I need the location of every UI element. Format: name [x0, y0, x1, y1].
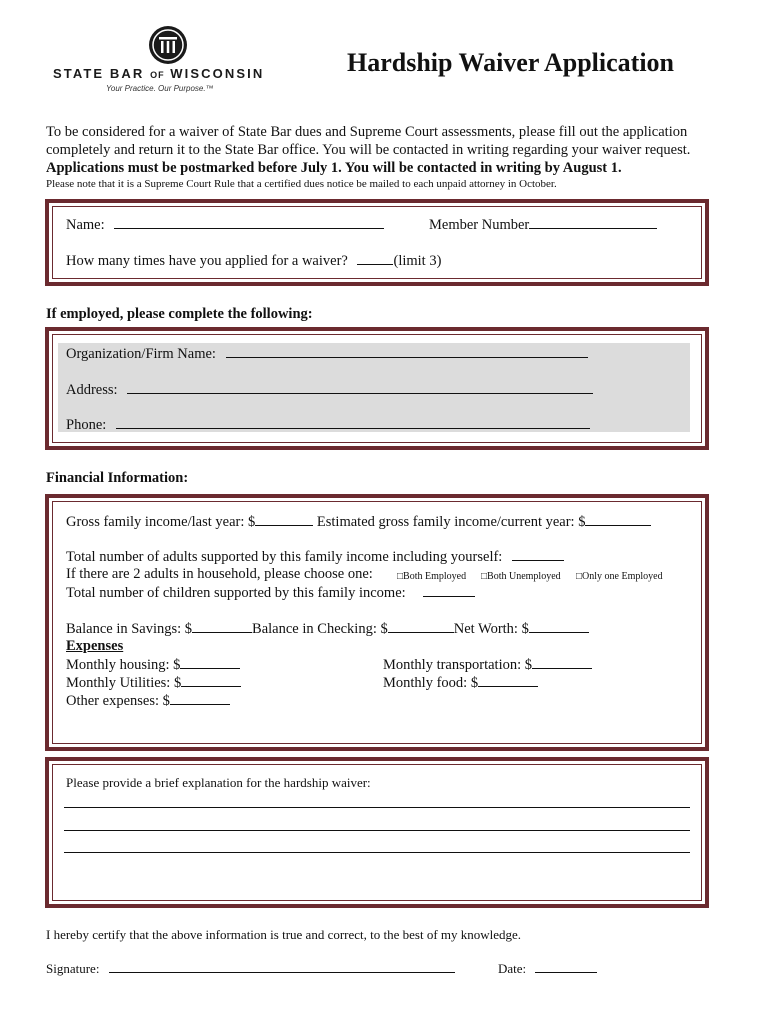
gross-current-field[interactable]	[585, 513, 651, 526]
financial-heading: Financial Information:	[46, 470, 189, 486]
balances-row	[66, 620, 589, 638]
gross-current-label: Estimated gross family income/current year:	[316, 514, 575, 530]
dollar-sign: $	[184, 621, 193, 637]
intro-note: Please note that it is a Supreme Court Rule that a certified dues notice be mailed to each unpaid attorney in October.	[46, 178, 557, 190]
intro-deadline: Applications must be postmarked before July 1. You will be contacted in writing by August 1.	[46, 160, 622, 176]
name-label: Name:	[66, 217, 105, 233]
signature-field[interactable]	[109, 960, 455, 973]
utilities-row	[66, 674, 241, 692]
both-unemployed-checkbox[interactable]: □Both Unemployed	[481, 571, 561, 582]
other-expenses-row	[66, 692, 230, 710]
savings-field[interactable]	[192, 620, 252, 633]
transportation-label: Monthly transportation:	[383, 657, 522, 673]
children-field[interactable]	[423, 584, 475, 597]
adults-row	[66, 548, 564, 566]
children-row	[66, 584, 475, 602]
org-name	[53, 66, 264, 81]
member-number-row	[429, 216, 657, 234]
dollar-sign: $	[173, 675, 182, 691]
certification-statement: I hereby certify that the above information is true and correct, to the best of my knowledge.	[46, 927, 522, 942]
org-row	[66, 345, 588, 363]
date-field[interactable]	[535, 960, 597, 973]
food-row	[383, 674, 538, 692]
dollar-sign: $	[578, 514, 586, 530]
transportation-field[interactable]	[532, 656, 592, 669]
state-bar-logo-icon	[149, 26, 187, 64]
dollar-sign: $	[248, 514, 256, 530]
transportation-row	[383, 656, 592, 674]
dollar-sign: $	[173, 657, 181, 673]
housing-row	[66, 656, 240, 674]
name-field[interactable]	[114, 216, 384, 229]
food-label: Monthly food:	[383, 675, 468, 691]
adults-field[interactable]	[512, 548, 564, 561]
children-label: Total number of children supported by this family income:	[66, 585, 406, 601]
two-adults-label: If there are 2 adults in household, please choose one:	[66, 566, 373, 582]
networth-field[interactable]	[529, 620, 589, 633]
other-label: Other expenses:	[66, 693, 160, 709]
utilities-label: Monthly Utilities:	[66, 675, 171, 691]
gross-last-label: Gross family income/last year:	[66, 514, 245, 530]
gross-income-row	[66, 513, 651, 531]
org-label: Organization/Firm Name:	[66, 346, 216, 362]
applied-row	[66, 252, 441, 270]
food-field[interactable]	[478, 674, 538, 687]
address-label: Address:	[66, 382, 118, 398]
savings-label: Balance in Savings:	[66, 621, 182, 637]
phone-field[interactable]	[116, 416, 590, 429]
two-adults-row	[66, 566, 373, 583]
expenses-heading: Expenses	[66, 638, 124, 654]
signature-label: Signature:	[46, 961, 100, 976]
applied-label: How many times have you applied for a waiver?	[66, 253, 348, 269]
explanation-prompt: Please provide a brief explanation for the hardship waiver:	[66, 775, 371, 790]
date-label: Date:	[498, 961, 527, 976]
name-row	[66, 216, 384, 234]
date-row	[498, 960, 597, 977]
dollar-sign: $	[470, 675, 479, 691]
phone-row	[66, 416, 590, 434]
dollar-sign: $	[521, 621, 529, 637]
dollar-sign: $	[380, 621, 388, 637]
limit-label: (limit 3)	[393, 253, 442, 269]
dollar-sign: $	[162, 693, 170, 709]
one-employed-checkbox[interactable]: □Only one Employed	[576, 571, 663, 582]
adults-label: Total number of adults supported by this family income including yourself:	[66, 549, 503, 565]
housing-field[interactable]	[180, 656, 240, 669]
utilities-field[interactable]	[181, 674, 241, 687]
org-name-of: OF	[150, 70, 165, 80]
housing-label: Monthly housing:	[66, 657, 170, 673]
intro-line-1: To be considered for a waiver of State Bar dues and Supreme Court assessments, please fill out the application	[46, 124, 688, 140]
explanation-line-1[interactable]	[64, 807, 690, 808]
address-field[interactable]	[127, 381, 593, 394]
intro-line-2: completely and return it to the State Bar office. You will be contacted in writing regarding your waiver request.	[46, 142, 691, 158]
address-row	[66, 381, 593, 399]
org-name-part2: WISCONSIN	[170, 66, 265, 81]
org-field[interactable]	[226, 345, 588, 358]
both-employed-checkbox[interactable]: □Both Employed	[397, 571, 467, 582]
other-field[interactable]	[170, 692, 230, 705]
signature-row	[46, 960, 455, 977]
gross-last-field[interactable]	[255, 513, 313, 526]
networth-label: Net Worth:	[453, 621, 518, 637]
member-number-label: Member Number	[429, 217, 530, 233]
phone-label: Phone:	[66, 417, 107, 433]
applied-count-field[interactable]	[357, 252, 393, 265]
member-info-box	[45, 199, 709, 286]
employment-heading: If employed, please complete the following:	[46, 306, 313, 322]
dollar-sign: $	[524, 657, 533, 673]
explanation-line-2[interactable]	[64, 830, 690, 831]
page-title: Hardship Waiver Application	[347, 48, 675, 77]
checking-field[interactable]	[388, 620, 454, 633]
org-tagline: Your Practice. Our Purpose.™	[106, 84, 214, 93]
member-number-field[interactable]	[529, 216, 657, 229]
explanation-line-3[interactable]	[64, 852, 690, 853]
org-name-part1: STATE BAR	[53, 66, 145, 81]
checking-label: Balance in Checking:	[252, 621, 377, 637]
